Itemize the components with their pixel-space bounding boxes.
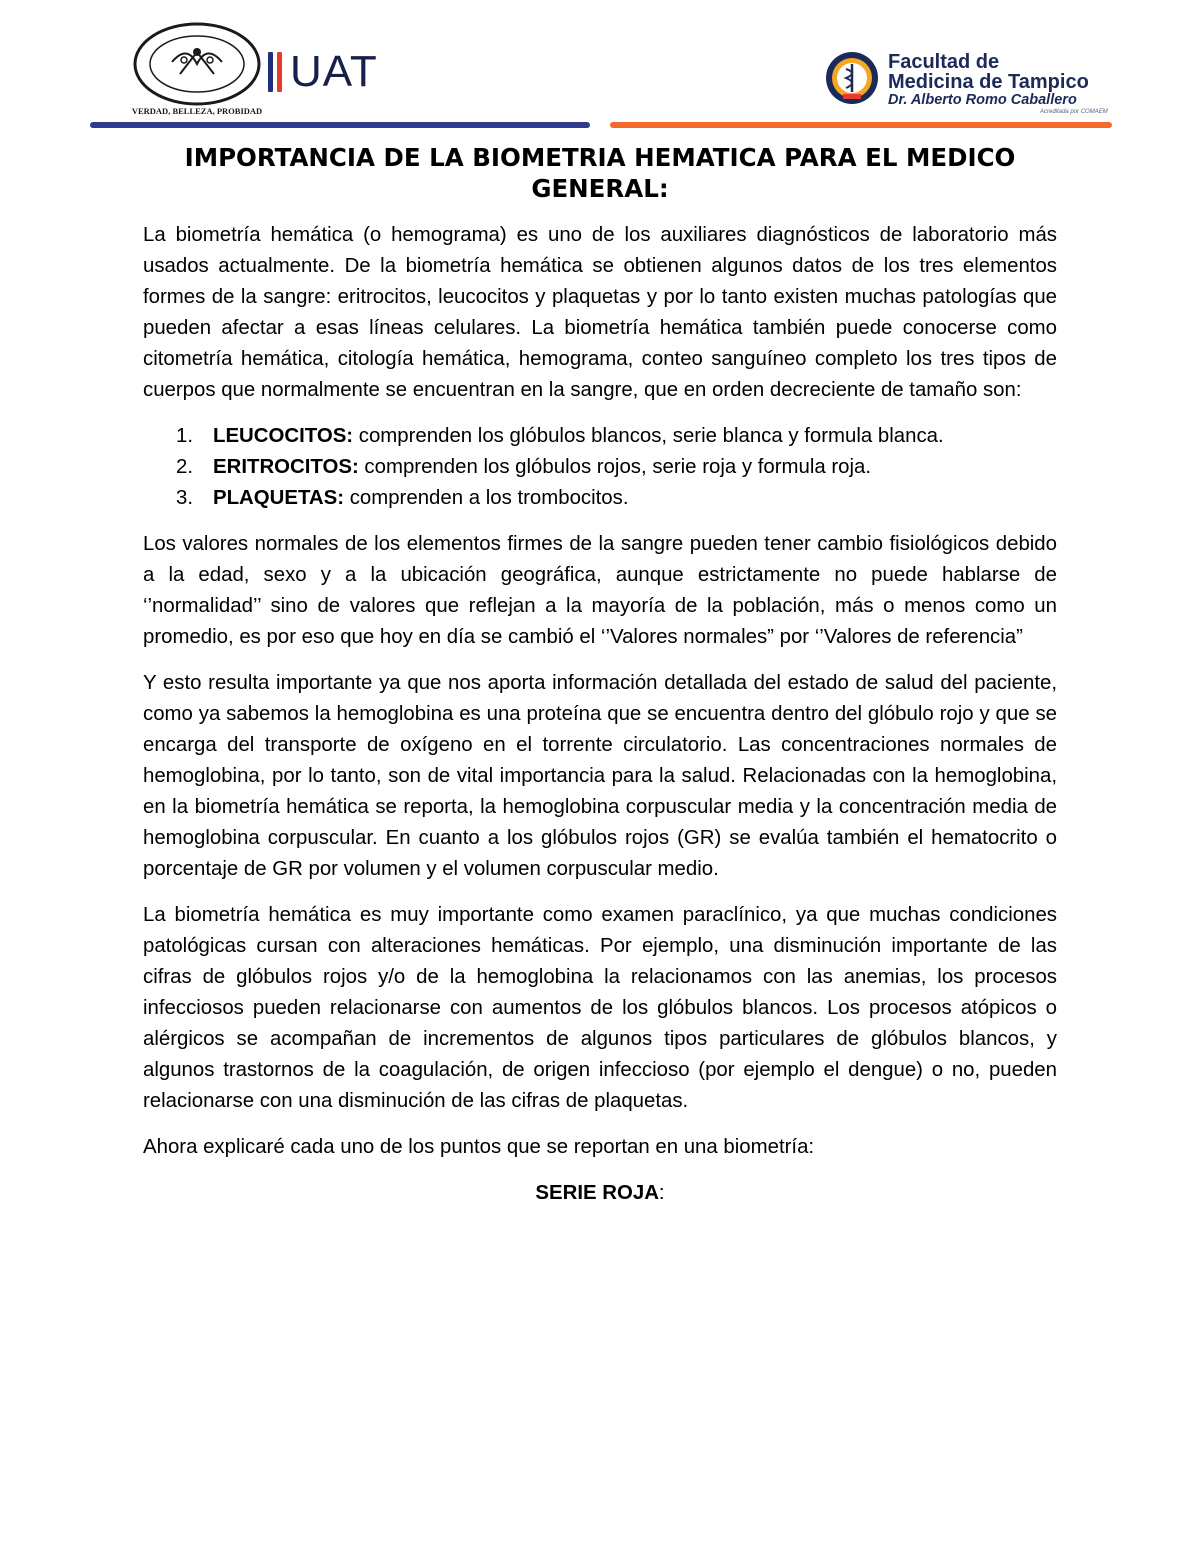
list-item — [143, 452, 1057, 483]
uat-logo — [268, 48, 378, 96]
faculty-name-block — [888, 52, 1148, 116]
document-title: IMPORTANCIA DE LA BIOMETRIA HEMATICA PARA EL MEDICO GENERAL: — [184, 143, 1016, 203]
faculty-name-line1: Facultad de — [888, 51, 1000, 73]
list-description: comprenden los glóbulos rojos, serie roja y formula roja. — [358, 456, 872, 478]
faculty-name-line2: Medicina de Tampico — [888, 71, 1089, 93]
section-heading-text: SERIE ROJA — [535, 1182, 659, 1204]
cell-types-list — [143, 421, 1057, 514]
paragraph-hemoglobin: Y esto resulta importante ya que nos aporta información detallada del estado de salud del paciente, como ya sabemos la hemoglobina es una proteína que se encuentra dentro del glóbulo rojo y que se encarga del transporte de oxígeno en el torrente circulatorio. Las concentraciones normales de hemoglobina, por lo tanto, son de vital importancia para la salud. Relacionadas con la hemoglobina, en la biometría hemática se reporta, la hemoglobina corpuscular media y la concentración media de hemoglobina corpuscular. En cuanto a los glóbulos rojos (GR) se evalúa también el hematocrito o porcentaje de GR por volumen y el volumen corpuscular medio. — [143, 672, 1057, 880]
paragraph-transition: Ahora explicaré cada uno de los puntos que se reportan en una biometría: — [143, 1136, 815, 1158]
faculty-accreditation: Acreditada por COMAEM — [1040, 109, 1108, 115]
seal-motto: VERDAD, BELLEZA, PROBIDAD — [132, 106, 262, 116]
header-divider-orange — [610, 122, 1112, 128]
paragraph-reference-values: Los valores normales de los elementos firmes de la sangre pueden tener cambio fisiológicos debido a la edad, sexo y a la ubicación geográfica, aunque estrictamente no puede hablarse de ‘’normalidad’’ sino de valores que reflejan a la mayoría de la población, más o menos como un promedio, es por eso que hoy en día se cambió el ‘’Valores normales” por ‘’Valores de referencia” — [143, 533, 1057, 648]
list-item — [143, 483, 1057, 514]
uat-logo-text: UAT — [290, 47, 378, 96]
faculty-name-line3: Dr. Alberto Romo Caballero — [888, 92, 1077, 108]
section-heading-serie-roja — [143, 1178, 1057, 1209]
list-term: PLAQUETAS: — [213, 487, 345, 509]
list-description: comprenden los glóbulos blancos, serie blanca y formula blanca. — [353, 425, 944, 447]
section-heading-colon: : — [658, 1182, 665, 1204]
list-description: comprenden a los trombocitos. — [344, 487, 629, 509]
uat-logo-bars — [268, 52, 282, 92]
list-number: 3. — [176, 487, 194, 509]
paragraph-clinical-importance: La biometría hemática es muy importante como examen paraclínico, ya que muchas condiciones patológicas cursan con alteraciones hemáticas. Por ejemplo, una disminución importante de las cifras de glóbulos rojos y/o de la hemoglobina la relacionamos con las anemias, los procesos infecciosos pueden relacionarse con aumentos de los glóbulos blancos. Los procesos atópicos o alérgicos se acompañan de incrementos de algunos tipos particulares de glóbulos blancos, y algunos trastornos de la coagulación, de origen infeccioso (por ejemplo el dengue) o no, pueden relacionarse con una disminución de las cifras de plaquetas. — [143, 904, 1057, 1112]
list-number: 1. — [176, 425, 194, 447]
university-seal-logo — [132, 22, 262, 118]
faculty-emblem-logo — [824, 50, 880, 106]
list-number: 2. — [176, 456, 194, 478]
list-item — [143, 421, 1057, 452]
page-header — [0, 0, 1200, 135]
paragraph-intro: La biometría hemática (o hemograma) es uno de los auxiliares diagnósticos de laboratorio más usados actualmente. De la biometría hemática se obtienen algunos datos de los tres elementos formes de la sangre: eritrocitos, leucocitos y plaquetas y por lo tanto existen muchas patologías que pueden afectar a esas líneas celulares. La biometría hemática también puede conocerse como citometría hemática, citología hemática, hemograma, conteo sanguíneo completo los tres tipos de cuerpos que normalmente se encuentran en la sangre, que en orden decreciente de tamaño son: — [143, 224, 1057, 401]
header-divider-blue — [90, 122, 590, 128]
document-body — [143, 142, 1057, 1209]
list-term: LEUCOCITOS: — [213, 425, 354, 447]
list-term: ERITROCITOS: — [213, 456, 359, 478]
